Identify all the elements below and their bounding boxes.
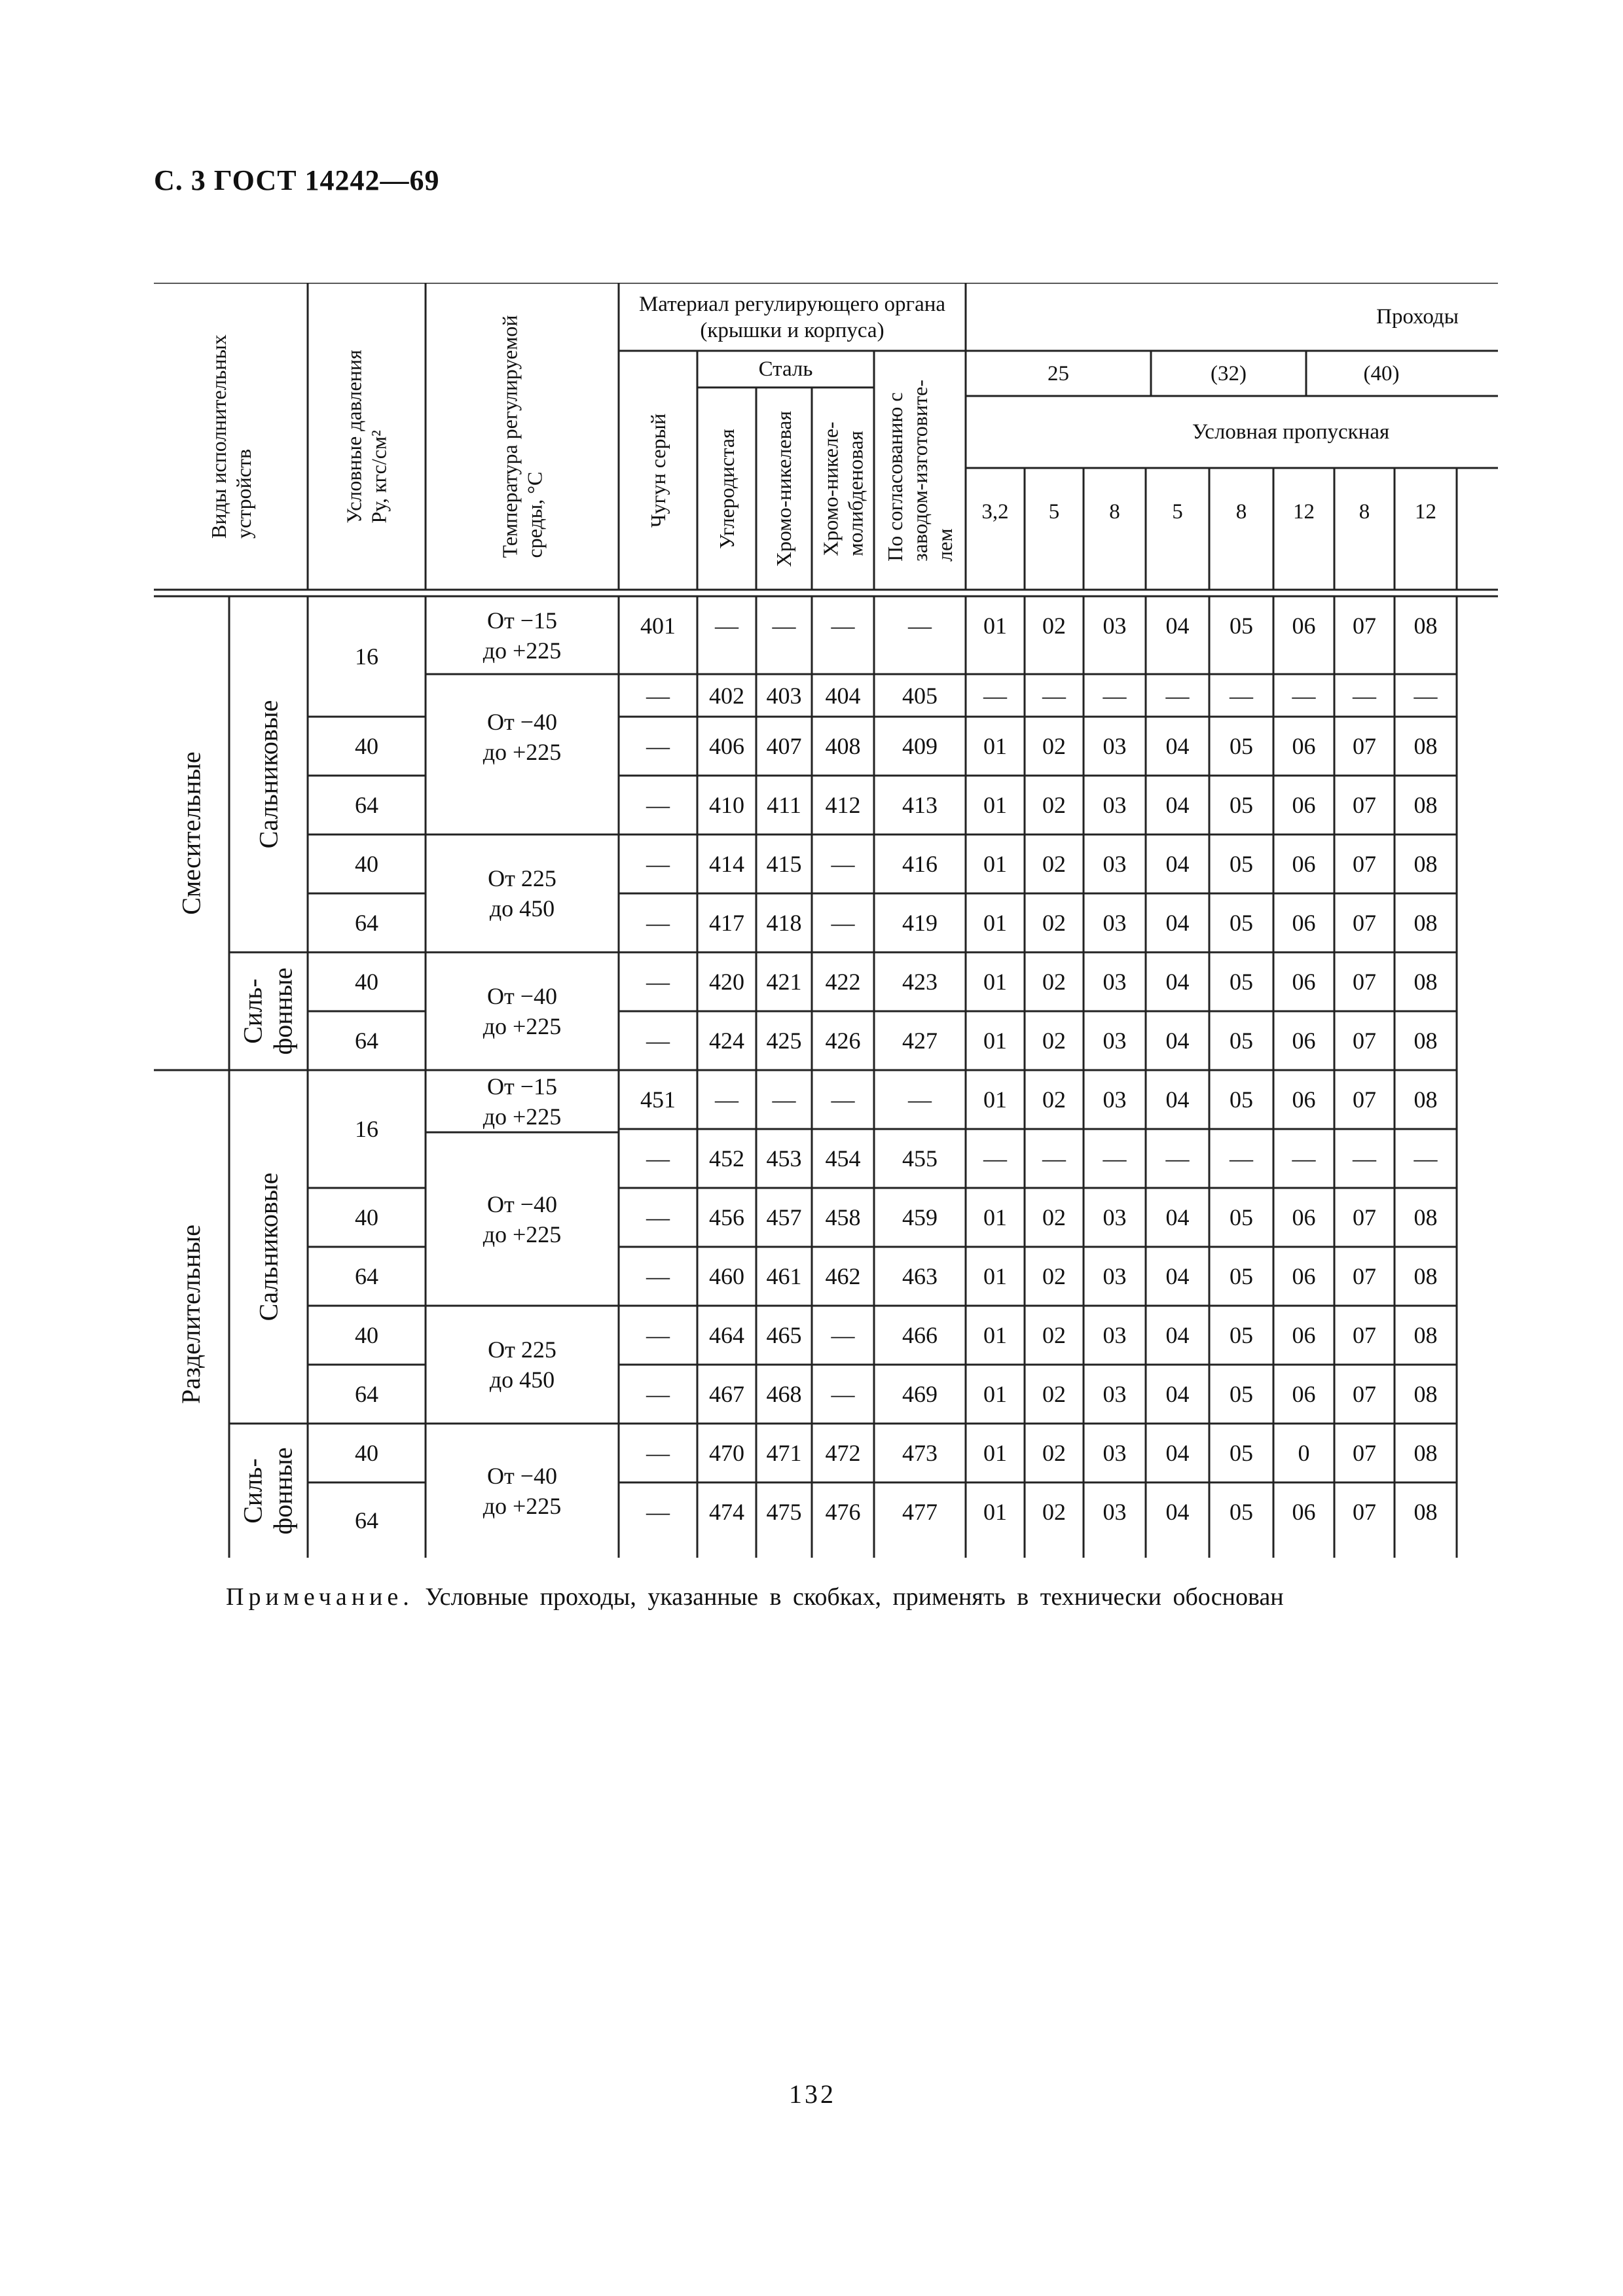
table-cell: —	[831, 1322, 855, 1348]
table-cell: —	[646, 1028, 670, 1054]
table-cell: 04	[1165, 851, 1190, 877]
table-cell: 05	[1230, 851, 1253, 877]
table-cell: 472	[825, 1440, 861, 1466]
table-cell: 07	[1353, 613, 1376, 639]
header-kv-8: 12	[1415, 500, 1436, 524]
data-table	[154, 283, 1498, 1558]
table-cell: 01	[983, 969, 1007, 995]
header-carbon: Углеродистая	[715, 428, 739, 549]
temperature-cell: От −40 до +225	[483, 1191, 562, 1247]
temperature-cell: От −40 до +225	[483, 709, 562, 765]
table-cell: 408	[825, 733, 861, 759]
table-cell: 01	[983, 1440, 1007, 1466]
table-cell: 02	[1042, 851, 1066, 877]
table-cell: 470	[709, 1440, 744, 1466]
table-cell: 05	[1230, 1263, 1253, 1289]
table-cell: 457	[766, 1204, 802, 1230]
table-cell: 02	[1042, 1322, 1066, 1348]
table-cell: —	[1042, 1145, 1066, 1172]
table-cell: 05	[1230, 1499, 1253, 1525]
table-cell: 06	[1292, 910, 1316, 936]
pressure-cell: 40	[355, 733, 378, 759]
table-cell: 08	[1413, 969, 1438, 995]
group-label-separating: Разделительные	[176, 1224, 206, 1404]
pressure-cell: 16	[355, 643, 378, 670]
table-cell: —	[646, 910, 670, 936]
table-cell: 0	[1298, 1440, 1310, 1466]
table-cell: 08	[1413, 1028, 1438, 1054]
table-cell: —	[1413, 682, 1438, 709]
header-passages: Проходы	[1376, 305, 1459, 329]
table-cell: —	[646, 1263, 670, 1289]
table-cell: —	[646, 1499, 670, 1525]
table-cell: 406	[709, 733, 744, 759]
table-cell: 474	[709, 1499, 744, 1525]
header-pressure: Условные давления Pу, кгс/см²	[342, 349, 392, 524]
table-cell: 02	[1042, 1204, 1066, 1230]
table-cell: —	[646, 1145, 670, 1172]
table-cell: 06	[1292, 1499, 1316, 1525]
table-cell: 07	[1353, 1028, 1376, 1054]
table-cell: 412	[825, 792, 861, 818]
table-cell: —	[646, 969, 670, 995]
table-cell: 03	[1103, 792, 1127, 818]
table-cell: 05	[1230, 1322, 1253, 1348]
table-cell: —	[646, 1322, 670, 1348]
page-number: 132	[789, 2079, 836, 2109]
table-cell: —	[646, 733, 670, 759]
table-cell: —	[772, 1086, 796, 1113]
table-cell: 03	[1103, 613, 1127, 639]
table-cell: —	[1165, 1145, 1190, 1172]
pressure-cell: 64	[355, 1028, 378, 1054]
table-cell: 04	[1165, 1381, 1190, 1407]
table-cell: 06	[1292, 1381, 1316, 1407]
subgroup-label-gland-2: Сальниковые	[253, 1172, 283, 1321]
group-label-mixing: Смесительные	[176, 751, 206, 915]
table-cell: 04	[1165, 1086, 1190, 1113]
table-cell: 467	[709, 1381, 744, 1407]
table-cell: —	[646, 1204, 670, 1230]
table-cell: 03	[1103, 1381, 1127, 1407]
table-cell: 451	[640, 1086, 676, 1113]
table-cell: —	[646, 1440, 670, 1466]
pressure-cell: 40	[355, 1440, 378, 1466]
table-cell: 06	[1292, 792, 1316, 818]
table-cell: 01	[983, 1086, 1007, 1113]
table-cell: 08	[1413, 613, 1438, 639]
table-cell: 03	[1103, 851, 1127, 877]
table-cell: 421	[766, 969, 802, 995]
table-cell: 471	[766, 1440, 802, 1466]
table-cell: —	[831, 851, 855, 877]
table-cell: 418	[766, 910, 802, 936]
table-cell: 04	[1165, 613, 1190, 639]
table-cell: —	[646, 851, 670, 877]
table-cell: —	[1413, 1145, 1438, 1172]
table-cell: 05	[1230, 1204, 1253, 1230]
header-kv-7: 8	[1359, 500, 1370, 524]
pressure-cell: 64	[355, 1263, 378, 1289]
table-cell: 06	[1292, 1028, 1316, 1054]
table-cell: 416	[902, 851, 938, 877]
table-cell: 08	[1413, 1381, 1438, 1407]
pressure-cell: 64	[355, 910, 378, 936]
table-cell: —	[646, 792, 670, 818]
table-cell: 405	[902, 682, 938, 709]
header-agreement: По согласованию с заводом-изготовите- лем	[883, 379, 957, 562]
table-cell: 477	[902, 1499, 938, 1525]
table-cell: 01	[983, 1028, 1007, 1054]
table-cell: 476	[825, 1499, 861, 1525]
table-cell: —	[1353, 1145, 1376, 1172]
pressure-cell: 16	[355, 1116, 378, 1142]
table-cell: 417	[709, 910, 744, 936]
table-cell: 07	[1353, 910, 1376, 936]
table-cell: 04	[1165, 733, 1190, 759]
table-cell: —	[908, 1086, 932, 1113]
table-cell: 03	[1103, 1028, 1127, 1054]
table-cell: 03	[1103, 1440, 1127, 1466]
temperature-cell: От 225 до 450	[488, 865, 556, 922]
table-cell: —	[646, 1381, 670, 1407]
table-cell: 413	[902, 792, 938, 818]
table-cell: 08	[1413, 851, 1438, 877]
table-cell: —	[1165, 682, 1190, 709]
table-cell: 07	[1353, 1263, 1376, 1289]
table-cell: —	[715, 1086, 739, 1113]
table-cell: 456	[709, 1204, 744, 1230]
table-cell: 02	[1042, 1086, 1066, 1113]
header-dn-40: (40)	[1363, 362, 1400, 386]
table-cell: 473	[902, 1440, 938, 1466]
table-cell: 04	[1165, 969, 1190, 995]
table-cell: 08	[1413, 733, 1438, 759]
table-cell: 01	[983, 1381, 1007, 1407]
subgroup-label-gland-1: Сальниковые	[253, 700, 283, 849]
table-cell: —	[831, 910, 855, 936]
table-cell: 424	[709, 1028, 744, 1054]
table-cell: 05	[1230, 1028, 1253, 1054]
header-device-types: Виды исполнительных устройств	[206, 334, 255, 539]
table-cell: 465	[766, 1322, 802, 1348]
table-cell: 419	[902, 910, 938, 936]
table-cell: 04	[1165, 792, 1190, 818]
table-cell: 455	[902, 1145, 938, 1172]
header-chrome-nickel: Хромо-никелевая	[772, 410, 796, 567]
table-cell: 04	[1165, 1440, 1190, 1466]
table-cell: 414	[709, 851, 744, 877]
header-kv-4: 5	[1172, 500, 1183, 524]
table-cell: 468	[766, 1381, 802, 1407]
table-cell: 06	[1292, 1263, 1316, 1289]
header-dn-32: (32)	[1211, 362, 1247, 386]
table-cell: 07	[1353, 1086, 1376, 1113]
temperature-cell: От −40 до +225	[483, 983, 562, 1039]
table-cell: 459	[902, 1204, 938, 1230]
table-cell: —	[772, 613, 796, 639]
table-cell: 07	[1353, 1322, 1376, 1348]
pressure-cell: 40	[355, 1204, 378, 1230]
table-cell: 03	[1103, 969, 1127, 995]
table-cell: 01	[983, 613, 1007, 639]
footnote	[226, 1583, 1284, 1611]
header-kv-1: 3,2	[981, 500, 1009, 524]
pressure-cell: 64	[355, 1507, 378, 1534]
table-cell: 07	[1353, 1440, 1376, 1466]
temperature-cell: От 225 до 450	[488, 1336, 556, 1393]
table-cell: 05	[1230, 1086, 1253, 1113]
table-cell: 426	[825, 1028, 861, 1054]
footnote-lead: Примечание.	[226, 1583, 414, 1611]
table-cell: 03	[1103, 1499, 1127, 1525]
table-cell: —	[1230, 1145, 1253, 1172]
header-kv-2: 5	[1048, 500, 1060, 524]
table-cell: 402	[709, 682, 744, 709]
table-cell: 458	[825, 1204, 861, 1230]
table-cell: 423	[902, 969, 938, 995]
table-cell: 04	[1165, 1499, 1190, 1525]
table-cell: 409	[902, 733, 938, 759]
page-header: С. 3 ГОСТ 14242—69	[154, 164, 440, 196]
table-cell: 02	[1042, 792, 1066, 818]
table-cell: 03	[1103, 733, 1127, 759]
table-cell: 01	[983, 792, 1007, 818]
table-cell: 03	[1103, 910, 1127, 936]
table-cell: 04	[1165, 1028, 1190, 1054]
pressure-cell: 40	[355, 1322, 378, 1348]
table-cell: 01	[983, 910, 1007, 936]
table-cell: 01	[983, 733, 1007, 759]
table-cell: 08	[1413, 1440, 1438, 1466]
table-cell: —	[983, 682, 1007, 709]
table-cell: 03	[1103, 1086, 1127, 1113]
table-cell: 03	[1103, 1263, 1127, 1289]
header-kv-5: 8	[1235, 500, 1247, 524]
table-cell: 404	[825, 682, 861, 709]
table-cell: —	[646, 682, 670, 709]
table-cell: 02	[1042, 613, 1066, 639]
table-cell: 01	[983, 1322, 1007, 1348]
table-cell: 04	[1165, 1204, 1190, 1230]
table-cell: 08	[1413, 910, 1438, 936]
table-cell: —	[831, 1086, 855, 1113]
table-cell: 05	[1230, 1440, 1253, 1466]
header-steel-group: Сталь	[758, 357, 813, 381]
temperature-cell: От −40 до +225	[483, 1462, 562, 1519]
table-cell: 02	[1042, 1440, 1066, 1466]
table-cell: 07	[1353, 1381, 1376, 1407]
pressure-cell: 64	[355, 792, 378, 818]
table-cell: 422	[825, 969, 861, 995]
table-cell: 07	[1353, 969, 1376, 995]
table-cell: 02	[1042, 1381, 1066, 1407]
pressure-cell: 40	[355, 969, 378, 995]
table-cell: 08	[1413, 1499, 1438, 1525]
pressure-cell: 40	[355, 851, 378, 877]
temperature-cell: От −15 до +225	[483, 607, 562, 664]
table-cell: 466	[902, 1322, 938, 1348]
table-cell: —	[831, 613, 855, 639]
table-cell: 02	[1042, 1499, 1066, 1525]
table-cell: 07	[1353, 851, 1376, 877]
table-cell: 454	[825, 1145, 861, 1172]
table-cell: 08	[1413, 1322, 1438, 1348]
table-cell: 05	[1230, 733, 1253, 759]
table-cell: 01	[983, 1263, 1007, 1289]
table-cell: 469	[902, 1381, 938, 1407]
subgroup-label-bellows-2: Силь- фонные	[238, 1446, 299, 1535]
table-cell: 03	[1103, 1204, 1127, 1230]
table-cell: 06	[1292, 969, 1316, 995]
table-cell: —	[1292, 682, 1316, 709]
table-cell: 04	[1165, 1322, 1190, 1348]
table-cell: 02	[1042, 910, 1066, 936]
table-cell: 02	[1042, 733, 1066, 759]
header-cast-iron: Чугун серый	[646, 413, 670, 528]
table-cell: 06	[1292, 1322, 1316, 1348]
table-cell: 411	[767, 792, 801, 818]
table-cell: 08	[1413, 1204, 1438, 1230]
temperature-cell: От −15 до +225	[483, 1073, 562, 1130]
table-cell: 07	[1353, 792, 1376, 818]
table-cell: 415	[766, 851, 802, 877]
table-cell: 07	[1353, 733, 1376, 759]
table-cell: 461	[766, 1263, 802, 1289]
table-cell: 464	[709, 1322, 744, 1348]
table-cell: 420	[709, 969, 744, 995]
table-cell: 07	[1353, 1204, 1376, 1230]
table-cell: 452	[709, 1145, 744, 1172]
header-kv-6: 12	[1293, 500, 1315, 524]
table-cell: —	[1103, 682, 1127, 709]
table-cell: 407	[766, 733, 802, 759]
table-cell: —	[831, 1381, 855, 1407]
table-cell: 425	[766, 1028, 802, 1054]
table-cell: 04	[1165, 1263, 1190, 1289]
table-cell: 03	[1103, 1322, 1127, 1348]
header-material-group: Материал регулирующего органа (крышки и корпуса)	[638, 293, 946, 342]
table-cell: —	[908, 613, 932, 639]
table-cell: 02	[1042, 1263, 1066, 1289]
table-cell: —	[983, 1145, 1007, 1172]
table-cell: 05	[1230, 792, 1253, 818]
table-cell: —	[1230, 682, 1253, 709]
header-dn-25: 25	[1048, 362, 1069, 386]
table-cell: 08	[1413, 1263, 1438, 1289]
footnote-text: Условные проходы, указанные в скобках, применять в технически обоснован	[425, 1583, 1284, 1611]
header-temperature: Температура регулируемой среды, °С	[498, 315, 547, 558]
table-cell: —	[715, 613, 739, 639]
table-cell: —	[1103, 1145, 1127, 1172]
table-cell: 401	[640, 613, 676, 639]
table-cell: 427	[902, 1028, 938, 1054]
table-cell: 05	[1230, 1381, 1253, 1407]
subgroup-label-bellows-1: Силь- фонные	[238, 967, 299, 1055]
table-cell: 04	[1165, 910, 1190, 936]
table-cell: 01	[983, 1499, 1007, 1525]
table-cell: —	[1042, 682, 1066, 709]
table-cell: 02	[1042, 1028, 1066, 1054]
table-cell: 01	[983, 851, 1007, 877]
table-cell: 02	[1042, 969, 1066, 995]
table-cell: —	[1353, 682, 1376, 709]
table-cell: 06	[1292, 1086, 1316, 1113]
table-cell: 05	[1230, 613, 1253, 639]
table-cell: 07	[1353, 1499, 1376, 1525]
table-cell: 06	[1292, 733, 1316, 759]
table-cell: 463	[902, 1263, 938, 1289]
table-cell: —	[1292, 1145, 1316, 1172]
table-cell: 06	[1292, 851, 1316, 877]
table-cell: 475	[766, 1499, 802, 1525]
table-cell: 05	[1230, 910, 1253, 936]
table-cell: 05	[1230, 969, 1253, 995]
header-kv-3: 8	[1109, 500, 1120, 524]
table-cell: 462	[825, 1263, 861, 1289]
table-cell: 06	[1292, 1204, 1316, 1230]
table-cell: 01	[983, 1204, 1007, 1230]
pressure-cell: 64	[355, 1381, 378, 1407]
table-cell: 06	[1292, 613, 1316, 639]
table-cell: 453	[766, 1145, 802, 1172]
header-chrome-nickel-moly: Хромо-никеле- молибденовая	[818, 421, 867, 556]
table-cell: 08	[1413, 792, 1438, 818]
table-cell: 403	[766, 682, 802, 709]
table-cell: 08	[1413, 1086, 1438, 1113]
header-throughput: Условная пропускная	[1192, 420, 1390, 444]
table-cell: 410	[709, 792, 744, 818]
table-cell: 460	[709, 1263, 744, 1289]
